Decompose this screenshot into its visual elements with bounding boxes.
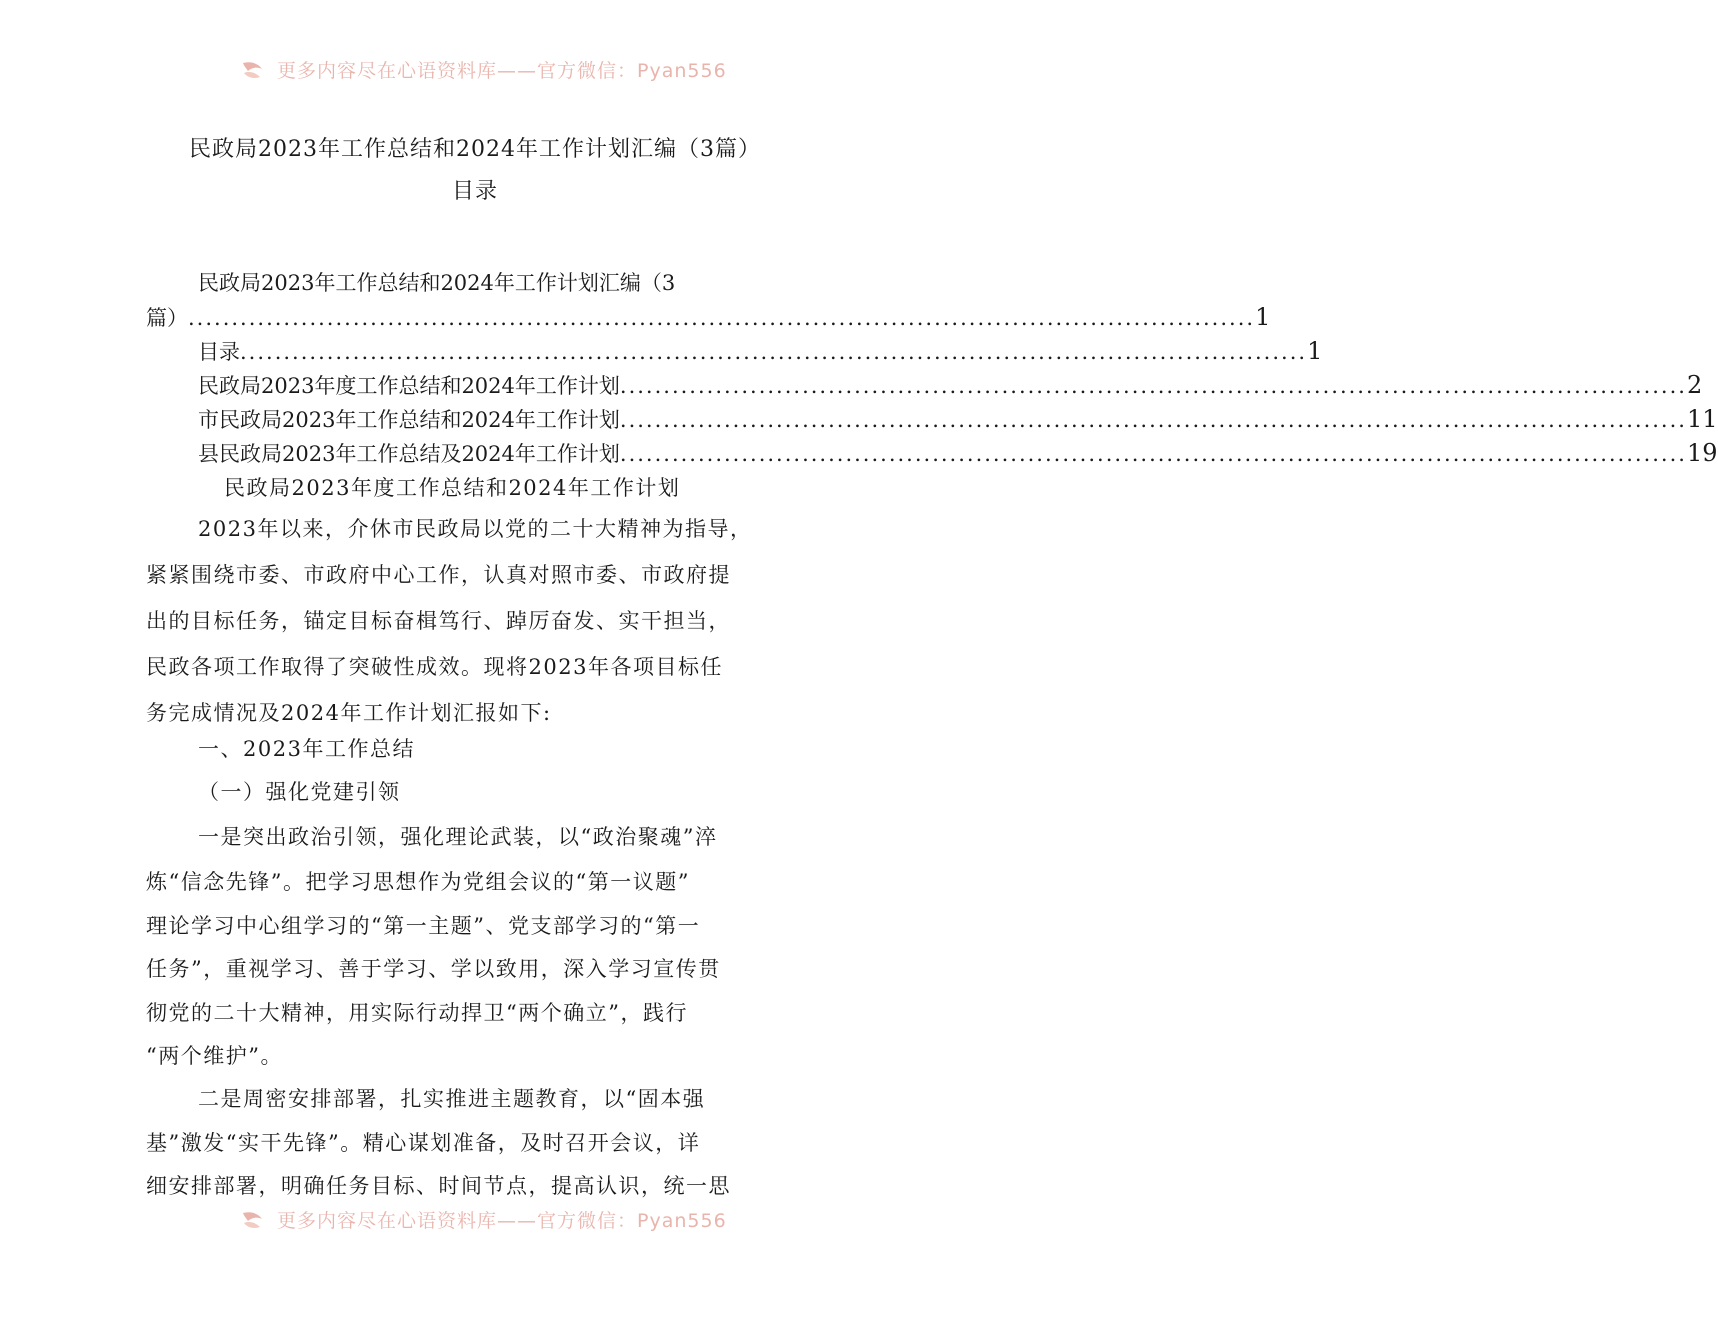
watermark-text: 更多内容尽在心语资料库——官方微信：Pyan556 — [277, 1210, 727, 1232]
toc-entry-2[interactable] — [146, 334, 1323, 368]
paragraph-line: 彻党的二十大精神，用实际行动捍卫“两个确立”，践行 — [146, 1001, 688, 1025]
watermark-text: 更多内容尽在心语资料库——官方微信：Pyan556 — [277, 60, 727, 82]
paragraph-line: 细安排部署，明确任务目标、时间节点，提高认识，统一思 — [146, 1174, 731, 1198]
paragraph-line: 2023年以来，介休市民政局以党的二十大精神为指导， — [198, 517, 753, 541]
toc-entry-3[interactable] — [146, 368, 1703, 402]
toc-entry-label: 民政局2023年度工作总结和2024年工作计划 — [198, 374, 620, 398]
toc-entry-label: 民政局2023年工作总结和2024年工作计划汇编（3 — [198, 271, 676, 295]
watermark-bottom — [240, 1206, 727, 1236]
document-title: 民政局2023年工作总结和2024年工作计划汇编（3篇） — [189, 137, 761, 162]
toc-leader-dots: ........................................................................................................................... — [619, 408, 1687, 432]
toc-page-number: 1 — [1307, 337, 1323, 365]
toc-leader-dots: ........................................................................................................................... — [240, 340, 1308, 364]
toc-leader-dots: ........................................................................................................................... — [188, 306, 1256, 330]
toc-entry-4[interactable] — [146, 402, 1718, 436]
toc-leader-dots: ........................................................................................................................... — [619, 374, 1687, 398]
toc-heading: 目录 — [451, 179, 498, 204]
paragraph-line: 二是周密安排部署，扎实推进主题教育，以“固本强 — [198, 1087, 706, 1111]
brand-logo-icon — [240, 59, 266, 81]
paragraph-line: 任务”，重视学习、善于学习、学以致用，深入学习宣传贯 — [146, 957, 721, 981]
paragraph-line: 务完成情况及2024年工作计划汇报如下: — [146, 701, 552, 725]
toc-entry-1[interactable] — [146, 266, 806, 300]
paragraph-line: 民政各项工作取得了突破性成效。现将2023年各项目标任 — [146, 655, 723, 679]
toc-entry-label: 市民政局2023年工作总结和2024年工作计划 — [198, 408, 620, 432]
toc-entry-label: 目录 — [198, 340, 240, 364]
toc-page-number: 2 — [1686, 371, 1703, 399]
heading-level-2: （一）强化党建引领 — [198, 780, 401, 804]
toc-entry-label: 篇） — [146, 306, 188, 330]
toc-entry-5[interactable] — [146, 436, 1718, 470]
paragraph-line: 出的目标任务，锚定目标奋楫笃行、踔厉奋发、实干担当， — [146, 609, 731, 633]
toc-page-number: 11 — [1686, 405, 1718, 433]
brand-logo-icon — [240, 1209, 266, 1231]
paragraph-line: 一是突出政治引领，强化理论武装，以“政治聚魂”淬 — [198, 825, 718, 849]
toc-page-number: 19 — [1686, 439, 1718, 467]
paragraph-line: “两个维护”。 — [146, 1044, 283, 1068]
toc-entry-label: 县民政局2023年工作总结及2024年工作计划 — [198, 442, 620, 466]
toc-entry-1-continued[interactable] — [146, 300, 1271, 334]
heading-level-1: 一、2023年工作总结 — [198, 737, 415, 761]
section-title: 民政局2023年度工作总结和2024年工作计划 — [224, 476, 681, 500]
toc-leader-dots: ........................................................................................................................... — [619, 442, 1687, 466]
toc-page-number: 1 — [1255, 303, 1271, 331]
paragraph-line: 理论学习中心组学习的“第一主题”、党支部学习的“第一 — [146, 914, 701, 938]
paragraph-line: 紧紧围绕市委、市政府中心工作，认真对照市委、市政府提 — [146, 563, 731, 587]
paragraph-line: 炼“信念先锋”。把学习思想作为党组会议的“第一议题” — [146, 870, 690, 894]
paragraph-line: 基”激发“实干先锋”。精心谋划准备，及时召开会议，详 — [146, 1131, 701, 1155]
watermark-top — [240, 56, 727, 86]
